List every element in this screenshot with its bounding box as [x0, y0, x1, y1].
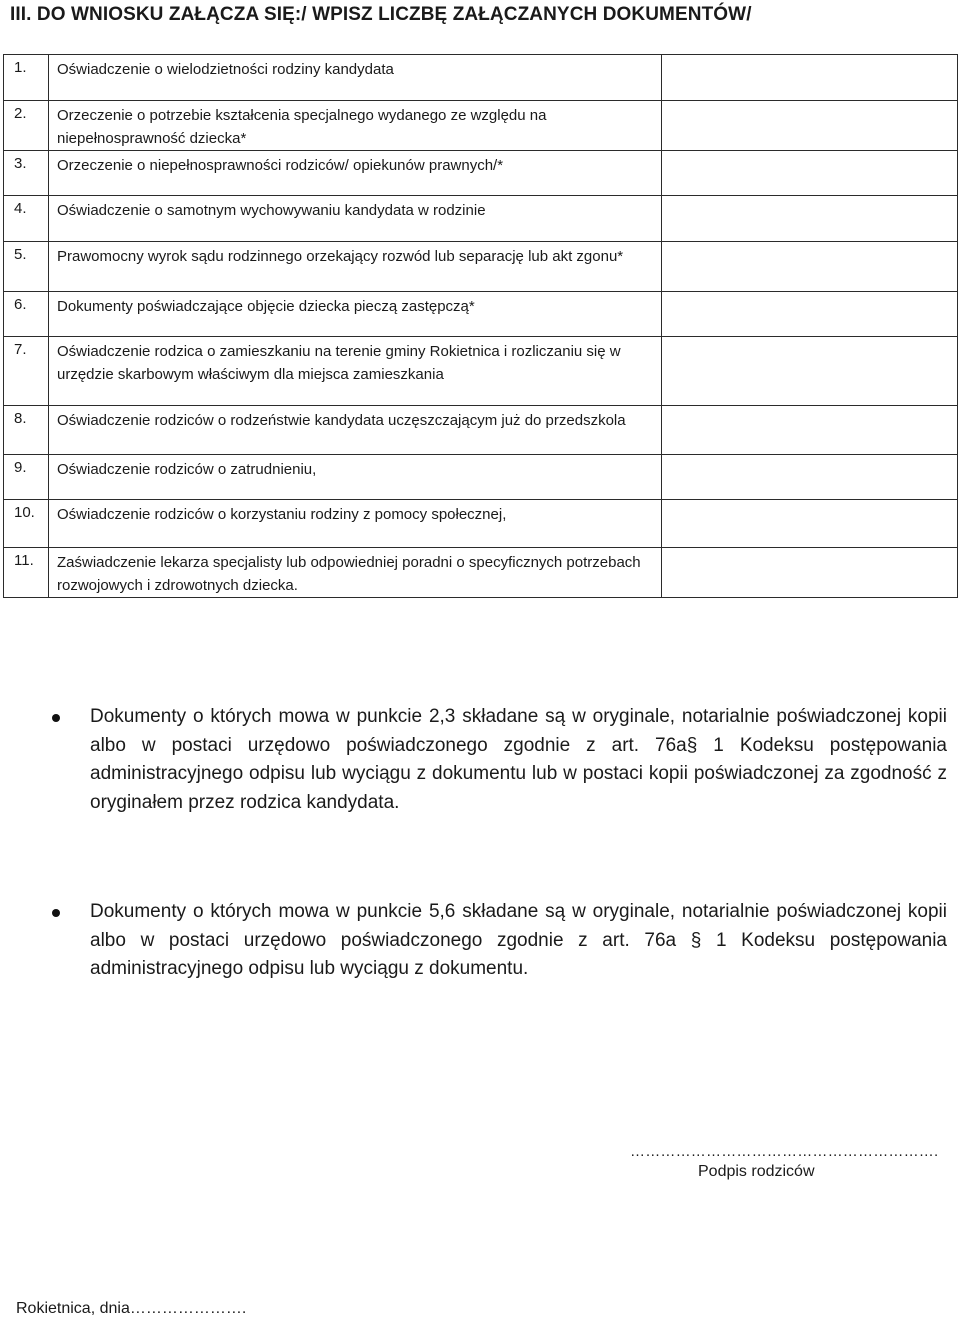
row-number: 10.	[4, 500, 49, 548]
count-cell[interactable]	[662, 548, 958, 598]
bullet-icon	[52, 909, 60, 917]
note-text: Dokumenty o których mowa w punkcie 2,3 składane są w oryginale, notarialnie poświadczonej kopii albo w postaci urzędowo poświadczonego zgodnie z art. 76a§ 1 Kodeksu postępowania administracyjnego odpisu lub wyciągu z dokumentu lub w postaci kopii poświadczonej za zgodność z oryginałem przez rodzica kandydata.	[90, 706, 947, 813]
row-description: Oświadczenie o wielodzietności rodziny kandydata	[49, 55, 662, 101]
note-text: Dokumenty o których mowa w punkcie 5,6 składane są w oryginale, notarialnie poświadczonej kopii albo w postaci urzędowo poświadczonego zgodnie z art. 76a § 1 Kodeksu postępowania administracyjnego odpisu lub wyciągu z dokumentu.	[90, 901, 947, 979]
section-heading: III. DO WNIOSKU ZAŁĄCZA SIĘ:/ WPISZ LICZBĘ ZAŁĄCZANYCH DOKUMENTÓW/	[10, 4, 752, 25]
count-cell[interactable]	[662, 101, 958, 151]
table-row	[4, 292, 958, 337]
table-row	[4, 455, 958, 500]
table-row	[4, 196, 958, 242]
row-number: 4.	[4, 196, 49, 242]
table-row	[4, 242, 958, 292]
row-number: 8.	[4, 406, 49, 455]
row-description: Oświadczenie rodziców o korzystaniu rodziny z pomocy społecznej,	[49, 500, 662, 548]
table-row	[4, 55, 958, 101]
count-cell[interactable]	[662, 151, 958, 196]
place-date: Rokietnica, dnia………………….	[16, 1300, 247, 1317]
row-number: 6.	[4, 292, 49, 337]
row-description: Zaświadczenie lekarza specjalisty lub odpowiedniej poradni o specyficznych potrzebach rozwojowych i zdrowotnych dziecka.	[49, 548, 662, 598]
count-cell[interactable]	[662, 337, 958, 406]
table-row	[4, 337, 958, 406]
attachments-table	[3, 54, 958, 598]
row-number: 1.	[4, 55, 49, 101]
table-row	[4, 101, 958, 151]
row-number: 11.	[4, 548, 49, 598]
row-description: Orzeczenie o potrzebie kształcenia specjalnego wydanego ze względu na niepełnosprawność dziecka*	[49, 101, 662, 151]
count-cell[interactable]	[662, 55, 958, 101]
bullet-icon	[52, 714, 60, 722]
row-number: 7.	[4, 337, 49, 406]
table-row	[4, 548, 958, 598]
row-number: 5.	[4, 242, 49, 292]
table-row	[4, 500, 958, 548]
row-description: Oświadczenie rodzica o zamieszkaniu na terenie gminy Rokietnica i rozliczaniu się w urzędzie skarbowym właściwym dla miejsca zamieszkania	[49, 337, 662, 406]
signature-line: …………………………………………………….	[630, 1143, 939, 1160]
row-description: Orzeczenie o niepełnosprawności rodziców/ opiekunów prawnych/*	[49, 151, 662, 196]
table-row	[4, 151, 958, 196]
count-cell[interactable]	[662, 455, 958, 500]
count-cell[interactable]	[662, 292, 958, 337]
count-cell[interactable]	[662, 406, 958, 455]
count-cell[interactable]	[662, 196, 958, 242]
row-description: Oświadczenie rodziców o zatrudnieniu,	[49, 455, 662, 500]
table-row	[4, 406, 958, 455]
count-cell[interactable]	[662, 500, 958, 548]
row-description: Oświadczenie o samotnym wychowywaniu kandydata w rodzinie	[49, 196, 662, 242]
count-cell[interactable]	[662, 242, 958, 292]
signature-label: Podpis rodziców	[698, 1163, 815, 1180]
row-number: 2.	[4, 101, 49, 151]
row-number: 9.	[4, 455, 49, 500]
row-description: Dokumenty poświadczające objęcie dziecka pieczą zastępczą*	[49, 292, 662, 337]
row-number: 3.	[4, 151, 49, 196]
row-description: Prawomocny wyrok sądu rodzinnego orzekający rozwód lub separację lub akt zgonu*	[49, 242, 662, 292]
row-description: Oświadczenie rodziców o rodzeństwie kandydata uczęszczającym już do przedszkola	[49, 406, 662, 455]
